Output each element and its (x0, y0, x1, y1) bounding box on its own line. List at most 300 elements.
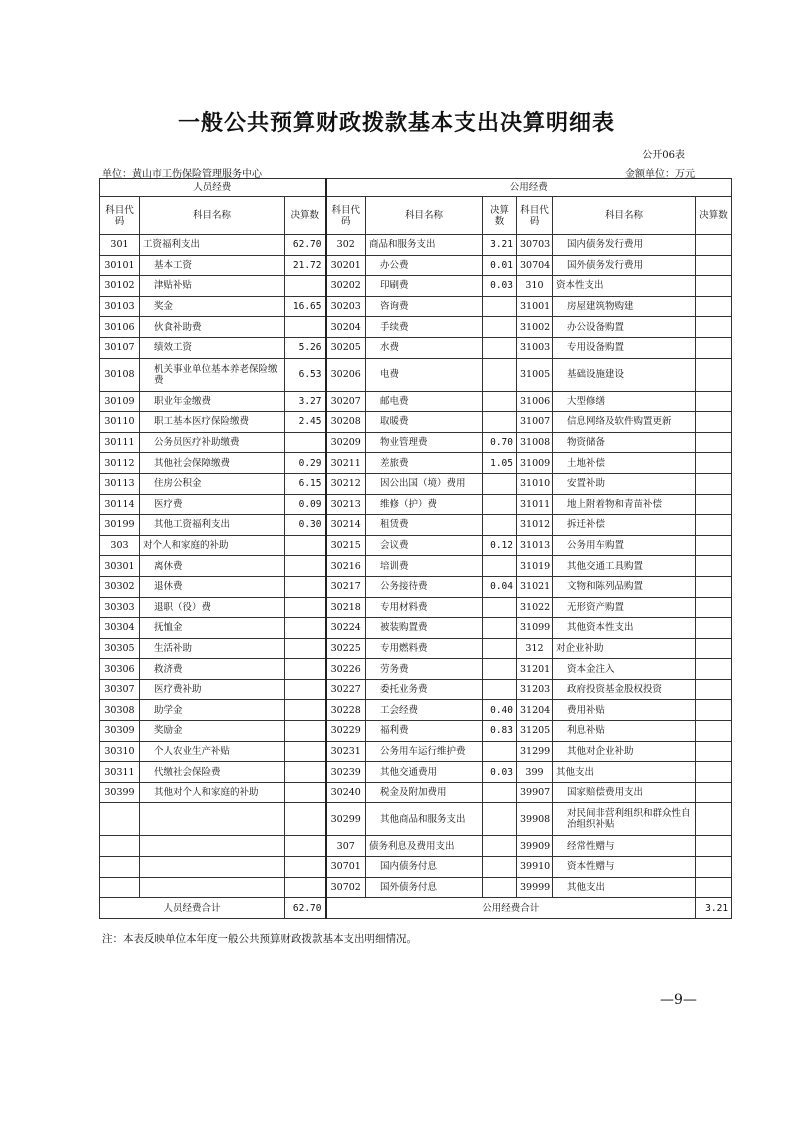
code-cell: 31002 (517, 317, 553, 338)
amount-cell: 2.45 (285, 412, 326, 433)
table-row (100, 762, 732, 783)
name-cell: 手续费 (366, 317, 483, 338)
name-cell: 印刷费 (366, 276, 483, 297)
code-cell: 30211 (326, 453, 366, 474)
code-cell: 30227 (326, 679, 366, 700)
name-cell: 对个人和家庭的补助 (140, 535, 285, 556)
name-cell: 国外债务付息 (366, 877, 483, 898)
amount-cell (285, 276, 326, 297)
code-cell: 30207 (326, 391, 366, 412)
name-cell: 工会经费 (366, 700, 483, 721)
name-cell: 被装购置费 (366, 618, 483, 639)
code-cell: 30224 (326, 618, 366, 639)
code-cell: 302 (326, 235, 366, 256)
amount-cell (696, 296, 732, 317)
table-row (100, 432, 732, 453)
name-cell: 公务员医疗补助缴费 (140, 432, 285, 453)
code-cell: 31008 (517, 432, 553, 453)
amount-cell (696, 432, 732, 453)
amount-cell (285, 535, 326, 556)
code-cell: 30204 (326, 317, 366, 338)
code-cell: 30102 (100, 276, 140, 297)
table-row (100, 412, 732, 433)
amount-cell (285, 721, 326, 742)
name-cell: 大型修缮 (553, 391, 696, 412)
code-cell: 31299 (517, 741, 553, 762)
group-header-personnel: 人员经费 (100, 179, 326, 197)
col-header-name: 科目名称 (366, 197, 483, 235)
name-cell: 公务用车购置 (553, 535, 696, 556)
public-total-label: 公用经费合计 (326, 898, 696, 919)
code-cell: 30226 (326, 659, 366, 680)
expenditure-detail-table (99, 178, 732, 919)
code-cell: 30309 (100, 721, 140, 742)
amount-cell (483, 597, 517, 618)
amount-cell (483, 877, 517, 898)
amount-cell: 0.03 (483, 276, 517, 297)
amount-cell (285, 597, 326, 618)
code-cell: 30302 (100, 576, 140, 597)
amount-cell: 0.01 (483, 255, 517, 276)
name-cell: 医疗费 (140, 494, 285, 515)
name-cell: 水费 (366, 337, 483, 358)
table-row (100, 473, 732, 494)
amount-cell (483, 358, 517, 391)
amount-cell (696, 659, 732, 680)
name-cell: 物业管理费 (366, 432, 483, 453)
name-cell: 土地补偿 (553, 453, 696, 474)
name-cell: 培训费 (366, 556, 483, 577)
table-row (100, 296, 732, 317)
amount-cell (696, 700, 732, 721)
name-cell: 委托业务费 (366, 679, 483, 700)
code-cell: 30109 (100, 391, 140, 412)
amount-cell (696, 803, 732, 836)
amount-cell (285, 877, 326, 898)
table-row (100, 494, 732, 515)
code-cell: 30301 (100, 556, 140, 577)
amount-cell (696, 638, 732, 659)
name-cell: 伙食补助费 (140, 317, 285, 338)
name-cell: 邮电费 (366, 391, 483, 412)
table-row (100, 741, 732, 762)
name-cell: 其他交通费用 (366, 762, 483, 783)
code-cell: 31201 (517, 659, 553, 680)
name-cell: 其他交通工具购置 (553, 556, 696, 577)
col-header-amount: 决算数 (696, 197, 732, 235)
code-cell: 30107 (100, 337, 140, 358)
amount-cell: 62.70 (285, 235, 326, 256)
name-cell: 其他工资福利支出 (140, 515, 285, 536)
amount-cell: 5.26 (285, 337, 326, 358)
name-cell: 退职（役）费 (140, 597, 285, 618)
name-cell: 专用燃料费 (366, 638, 483, 659)
name-cell: 差旅费 (366, 453, 483, 474)
code-cell: 39909 (517, 836, 553, 857)
column-header-row (100, 197, 732, 235)
amount-cell: 0.29 (285, 453, 326, 474)
amount-cell (483, 857, 517, 878)
code-cell: 30111 (100, 432, 140, 453)
group-header-row (100, 179, 732, 197)
code-cell: 30218 (326, 597, 366, 618)
amount-cell: 0.12 (483, 535, 517, 556)
name-cell: 国家赔偿费用支出 (553, 782, 696, 803)
table-row (100, 556, 732, 577)
amount-cell (696, 618, 732, 639)
name-cell: 绩效工资 (140, 337, 285, 358)
name-cell: 工资福利支出 (140, 235, 285, 256)
code-cell: 30215 (326, 535, 366, 556)
code-cell: 31013 (517, 535, 553, 556)
amount-cell (285, 782, 326, 803)
name-cell: 其他对企业补助 (553, 741, 696, 762)
name-cell: 维修（护）费 (366, 494, 483, 515)
name-cell: 咨询费 (366, 296, 483, 317)
name-cell: 其他对个人和家庭的补助 (140, 782, 285, 803)
table-row (100, 857, 732, 878)
name-cell: 地上附着物和青苗补偿 (553, 494, 696, 515)
table-row (100, 700, 732, 721)
name-cell: 个人农业生产补贴 (140, 741, 285, 762)
code-cell: 30208 (326, 412, 366, 433)
amount-cell (696, 276, 732, 297)
amount-cell (696, 255, 732, 276)
name-cell: 住房公积金 (140, 473, 285, 494)
code-cell: 39910 (517, 857, 553, 878)
amount-cell (696, 679, 732, 700)
amount-cell (285, 836, 326, 857)
amount-cell (483, 659, 517, 680)
amount-cell: 0.30 (285, 515, 326, 536)
name-cell: 其他商品和服务支出 (366, 803, 483, 836)
name-cell: 租赁费 (366, 515, 483, 536)
name-cell (140, 857, 285, 878)
amount-cell (285, 556, 326, 577)
table-row (100, 358, 732, 391)
name-cell: 资本金注入 (553, 659, 696, 680)
name-cell: 劳务费 (366, 659, 483, 680)
name-cell: 国外债务发行费用 (553, 255, 696, 276)
code-cell: 31005 (517, 358, 553, 391)
table-row (100, 638, 732, 659)
name-cell: 资本性赠与 (553, 857, 696, 878)
code-cell: 30310 (100, 741, 140, 762)
code-cell: 30106 (100, 317, 140, 338)
amount-cell (483, 679, 517, 700)
table-row (100, 337, 732, 358)
amount-cell: 16.65 (285, 296, 326, 317)
amount-cell (696, 576, 732, 597)
code-cell: 30206 (326, 358, 366, 391)
code-cell: 310 (517, 276, 553, 297)
group-header-public: 公用经费 (326, 179, 732, 197)
table-row (100, 721, 732, 742)
code-cell: 30202 (326, 276, 366, 297)
amount-cell (483, 296, 517, 317)
code-cell: 30199 (100, 515, 140, 536)
code-cell: 30101 (100, 255, 140, 276)
code-cell (100, 857, 140, 878)
name-cell: 办公费 (366, 255, 483, 276)
code-cell: 30306 (100, 659, 140, 680)
name-cell: 物资储备 (553, 432, 696, 453)
public-total-amount: 3.21 (696, 898, 732, 919)
amount-cell (285, 659, 326, 680)
amount-cell (696, 721, 732, 742)
name-cell: 机关事业单位基本养老保险缴费 (140, 358, 285, 391)
amount-cell (483, 618, 517, 639)
code-cell: 399 (517, 762, 553, 783)
amount-cell (285, 700, 326, 721)
name-cell: 对民间非营利组织和群众性自治组织补贴 (553, 803, 696, 836)
name-cell: 福利费 (366, 721, 483, 742)
form-number: 公开06表 (642, 150, 685, 161)
name-cell: 抚恤金 (140, 618, 285, 639)
amount-cell (285, 317, 326, 338)
code-cell: 30304 (100, 618, 140, 639)
name-cell: 资本性支出 (553, 276, 696, 297)
code-cell: 31011 (517, 494, 553, 515)
amount-cell (696, 412, 732, 433)
footnote: 注：本表反映单位本年度一般公共预算财政拨款基本支出明细情况。 (102, 933, 417, 945)
code-cell: 30308 (100, 700, 140, 721)
amount-cell (696, 762, 732, 783)
code-cell: 30703 (517, 235, 553, 256)
name-cell: 办公设备购置 (553, 317, 696, 338)
name-cell: 取暖费 (366, 412, 483, 433)
name-cell: 基本工资 (140, 255, 285, 276)
code-cell: 312 (517, 638, 553, 659)
code-cell: 30240 (326, 782, 366, 803)
code-cell: 303 (100, 535, 140, 556)
amount-unit: 金额单位：万元 (625, 169, 695, 180)
code-cell: 31021 (517, 576, 553, 597)
name-cell: 医疗费补助 (140, 679, 285, 700)
name-cell: 专用设备购置 (553, 337, 696, 358)
table-row (100, 782, 732, 803)
code-cell: 30205 (326, 337, 366, 358)
amount-cell: 3.21 (483, 235, 517, 256)
amount-cell (285, 576, 326, 597)
amount-cell: 0.09 (285, 494, 326, 515)
code-cell: 30112 (100, 453, 140, 474)
col-header-name: 科目名称 (140, 197, 285, 235)
code-cell: 30399 (100, 782, 140, 803)
amount-cell (285, 857, 326, 878)
name-cell: 奖金 (140, 296, 285, 317)
table-row (100, 836, 732, 857)
code-cell: 30214 (326, 515, 366, 536)
amount-cell (285, 741, 326, 762)
code-cell: 31019 (517, 556, 553, 577)
amount-cell (483, 515, 517, 536)
amount-cell: 3.27 (285, 391, 326, 412)
personnel-total-label: 人员经费合计 (100, 898, 285, 919)
table-row (100, 576, 732, 597)
table-row (100, 803, 732, 836)
name-cell: 其他支出 (553, 877, 696, 898)
table-row (100, 877, 732, 898)
code-cell: 30305 (100, 638, 140, 659)
code-cell: 31010 (517, 473, 553, 494)
code-cell: 301 (100, 235, 140, 256)
col-header-amount: 决算数 (285, 197, 326, 235)
amount-cell (696, 597, 732, 618)
name-cell: 税金及附加费用 (366, 782, 483, 803)
table-row (100, 317, 732, 338)
name-cell: 奖励金 (140, 721, 285, 742)
code-cell: 30216 (326, 556, 366, 577)
name-cell: 职业年金缴费 (140, 391, 285, 412)
table-row (100, 276, 732, 297)
code-cell: 30704 (517, 255, 553, 276)
code-cell: 31203 (517, 679, 553, 700)
amount-cell (285, 679, 326, 700)
code-cell: 30701 (326, 857, 366, 878)
page-title: 一般公共预算财政拨款基本支出决算明细表 (177, 111, 615, 136)
amount-cell (285, 638, 326, 659)
amount-cell: 0.83 (483, 721, 517, 742)
name-cell (140, 803, 285, 836)
table-row (100, 535, 732, 556)
amount-cell (696, 877, 732, 898)
code-cell: 39908 (517, 803, 553, 836)
code-cell: 30303 (100, 597, 140, 618)
name-cell (140, 877, 285, 898)
code-cell: 30702 (326, 877, 366, 898)
code-cell: 30114 (100, 494, 140, 515)
table-row (100, 235, 732, 256)
code-cell: 30213 (326, 494, 366, 515)
name-cell: 因公出国（境）费用 (366, 473, 483, 494)
code-cell: 31003 (517, 337, 553, 358)
name-cell: 生活补助 (140, 638, 285, 659)
amount-cell (696, 836, 732, 857)
totals-row (100, 898, 732, 919)
name-cell: 安置补助 (553, 473, 696, 494)
amount-cell (696, 515, 732, 536)
code-cell (100, 803, 140, 836)
amount-cell (483, 782, 517, 803)
code-cell: 31205 (517, 721, 553, 742)
name-cell: 公务接待费 (366, 576, 483, 597)
amount-cell (483, 741, 517, 762)
code-cell: 31022 (517, 597, 553, 618)
amount-cell (696, 473, 732, 494)
name-cell: 国内债务发行费用 (553, 235, 696, 256)
name-cell: 对企业补助 (553, 638, 696, 659)
code-cell: 30225 (326, 638, 366, 659)
code-cell: 30201 (326, 255, 366, 276)
amount-cell (483, 412, 517, 433)
name-cell: 离休费 (140, 556, 285, 577)
col-header-amount: 决算数 (483, 197, 517, 235)
name-cell: 房屋建筑物购建 (553, 296, 696, 317)
code-cell: 30311 (100, 762, 140, 783)
name-cell: 职工基本医疗保险缴费 (140, 412, 285, 433)
code-cell: 30307 (100, 679, 140, 700)
name-cell: 其他资本性支出 (553, 618, 696, 639)
code-cell: 31099 (517, 618, 553, 639)
table-row (100, 255, 732, 276)
amount-cell (483, 494, 517, 515)
code-cell: 30231 (326, 741, 366, 762)
amount-cell (483, 337, 517, 358)
page-number: —9— (660, 992, 697, 1008)
amount-cell: 6.53 (285, 358, 326, 391)
amount-cell: 0.04 (483, 576, 517, 597)
code-cell: 31006 (517, 391, 553, 412)
code-cell: 30209 (326, 432, 366, 453)
amount-cell (696, 337, 732, 358)
amount-cell (696, 317, 732, 338)
code-cell: 307 (326, 836, 366, 857)
amount-cell: 21.72 (285, 255, 326, 276)
name-cell: 费用补贴 (553, 700, 696, 721)
amount-cell (285, 618, 326, 639)
name-cell: 债务利息及费用支出 (366, 836, 483, 857)
col-header-code: 科目代码 (517, 197, 553, 235)
name-cell: 利息补贴 (553, 721, 696, 742)
code-cell: 30203 (326, 296, 366, 317)
name-cell: 专用材料费 (366, 597, 483, 618)
amount-cell: 6.15 (285, 473, 326, 494)
name-cell: 救济费 (140, 659, 285, 680)
code-cell: 31204 (517, 700, 553, 721)
table-row (100, 453, 732, 474)
amount-cell (696, 494, 732, 515)
code-cell: 31012 (517, 515, 553, 536)
code-cell: 30228 (326, 700, 366, 721)
col-header-code: 科目代码 (326, 197, 366, 235)
amount-cell (696, 453, 732, 474)
name-cell: 国内债务付息 (366, 857, 483, 878)
code-cell: 30103 (100, 296, 140, 317)
name-cell: 政府投资基金股权投资 (553, 679, 696, 700)
table-row (100, 391, 732, 412)
amount-cell (483, 556, 517, 577)
amount-cell (696, 535, 732, 556)
name-cell: 其他支出 (553, 762, 696, 783)
col-header-code: 科目代码 (100, 197, 140, 235)
name-cell: 信息网络及软件购置更新 (553, 412, 696, 433)
code-cell: 30229 (326, 721, 366, 742)
amount-cell: 0.03 (483, 762, 517, 783)
col-header-name: 科目名称 (553, 197, 696, 235)
code-cell: 30212 (326, 473, 366, 494)
code-cell (100, 877, 140, 898)
table-row (100, 659, 732, 680)
code-cell: 39999 (517, 877, 553, 898)
amount-cell (483, 803, 517, 836)
table-row (100, 515, 732, 536)
reporting-unit: 单位：黄山市工伤保险管理服务中心 (102, 169, 262, 180)
code-cell: 30217 (326, 576, 366, 597)
name-cell: 基础设施建设 (553, 358, 696, 391)
amount-cell (696, 391, 732, 412)
table-row (100, 597, 732, 618)
name-cell: 文物和陈列品购置 (553, 576, 696, 597)
code-cell: 31009 (517, 453, 553, 474)
code-cell: 31001 (517, 296, 553, 317)
amount-cell: 0.70 (483, 432, 517, 453)
name-cell: 会议费 (366, 535, 483, 556)
personnel-total-amount: 62.70 (285, 898, 326, 919)
code-cell: 30113 (100, 473, 140, 494)
name-cell: 电费 (366, 358, 483, 391)
amount-cell (696, 782, 732, 803)
